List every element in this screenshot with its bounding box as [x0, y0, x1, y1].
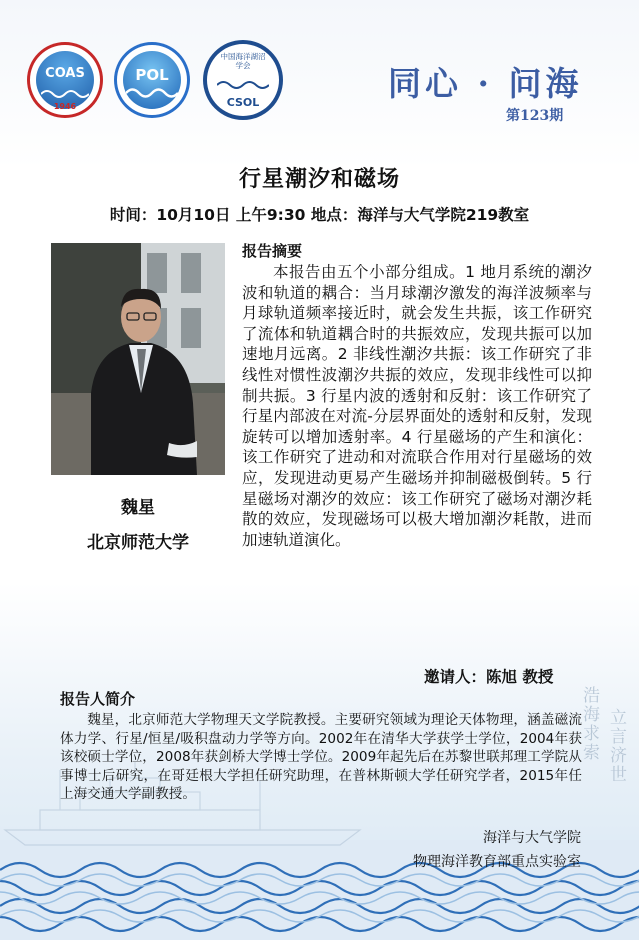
bio-text: 魏星，北京师范大学物理天文学院教授。主要研究领域为理论天体物理，涵盖磁流体力学、行星/恒星/吸积盘动力学等方向。2002年在清华大学获学士学位，2004年获该校硕士学位，2008年获剑桥大学博士学位。2009年起先后在苏黎世联邦理工学院从事博士后研究，在哥廷根大学担任研究助理，在普林斯顿大学任研究学者，2015年任上海交通大学副教授。: [60, 712, 582, 803]
organizer-school: 海洋与大气学院: [483, 830, 581, 846]
csol-logo-text: CSOL: [226, 96, 260, 109]
speaker-portrait: [51, 243, 225, 475]
coas-logo-text: COAS: [45, 66, 85, 81]
coas-logo: [27, 42, 103, 118]
talk-title: 行星潮汐和磁场: [238, 167, 400, 192]
calligraphy-2: 立言济世: [606, 708, 626, 784]
pol-logo: [114, 42, 190, 118]
inviter: 邀请人：陈旭 教授: [424, 668, 554, 686]
wave-icon: [217, 78, 269, 92]
time-place: 时间：10月10日 上午9:30 地点：海洋与大气学院219教室: [109, 206, 530, 224]
issue-number: 第123期: [506, 108, 564, 124]
series-title: 同心 · 问海: [388, 64, 583, 103]
speaker-name: 魏星: [121, 498, 155, 518]
calligraphy-1: 浩海求索: [579, 686, 599, 762]
abstract-heading: 报告摘要: [242, 242, 303, 260]
pol-logo-text: POL: [135, 66, 169, 84]
abstract-text: 本报告由五个小部分组成。1 地月系统的潮汐波和轨道的耦合：当月球潮汐激发的海洋波频率与月球轨道频率接近时，就会发生共振，该工作研究了流体和轨道耦合时的共振效应，发现共振可以加速地月远离。2 非线性潮汐共振：该工作研究了非线性对惯性波潮汐共振的效应，发现非线性可以抑制共振。3 行星内波的透射和反射：该工作研究了行星内部波在对流-分层界面处的透射和反射，发现旋转可以增加透射率。4 行星磁场的产生和演化：该工作研究了进动和对流联合作用对行星磁场的效应，发现进动更易产生磁场并抑制磁极倒转。5 行星磁场对潮汐的效应：该工作研究了磁场对潮汐耗散的效应，发现磁场可以极大增加潮汐耗散，进而加速轨道演化。: [242, 263, 592, 549]
coas-logo-year: 1946: [53, 102, 77, 111]
speaker-affiliation: 北京师范大学: [87, 533, 189, 553]
wave-icon: [126, 84, 178, 102]
organizer-lab: 物理海洋教育部重点实验室: [413, 854, 581, 870]
csol-logo: [203, 40, 283, 120]
bio-heading: 报告人简介: [60, 690, 136, 708]
csol-logo-ring-text: 中国海洋湖沼学会: [220, 52, 266, 70]
wave-icon: [41, 86, 89, 102]
speaker-photo: [51, 243, 225, 475]
